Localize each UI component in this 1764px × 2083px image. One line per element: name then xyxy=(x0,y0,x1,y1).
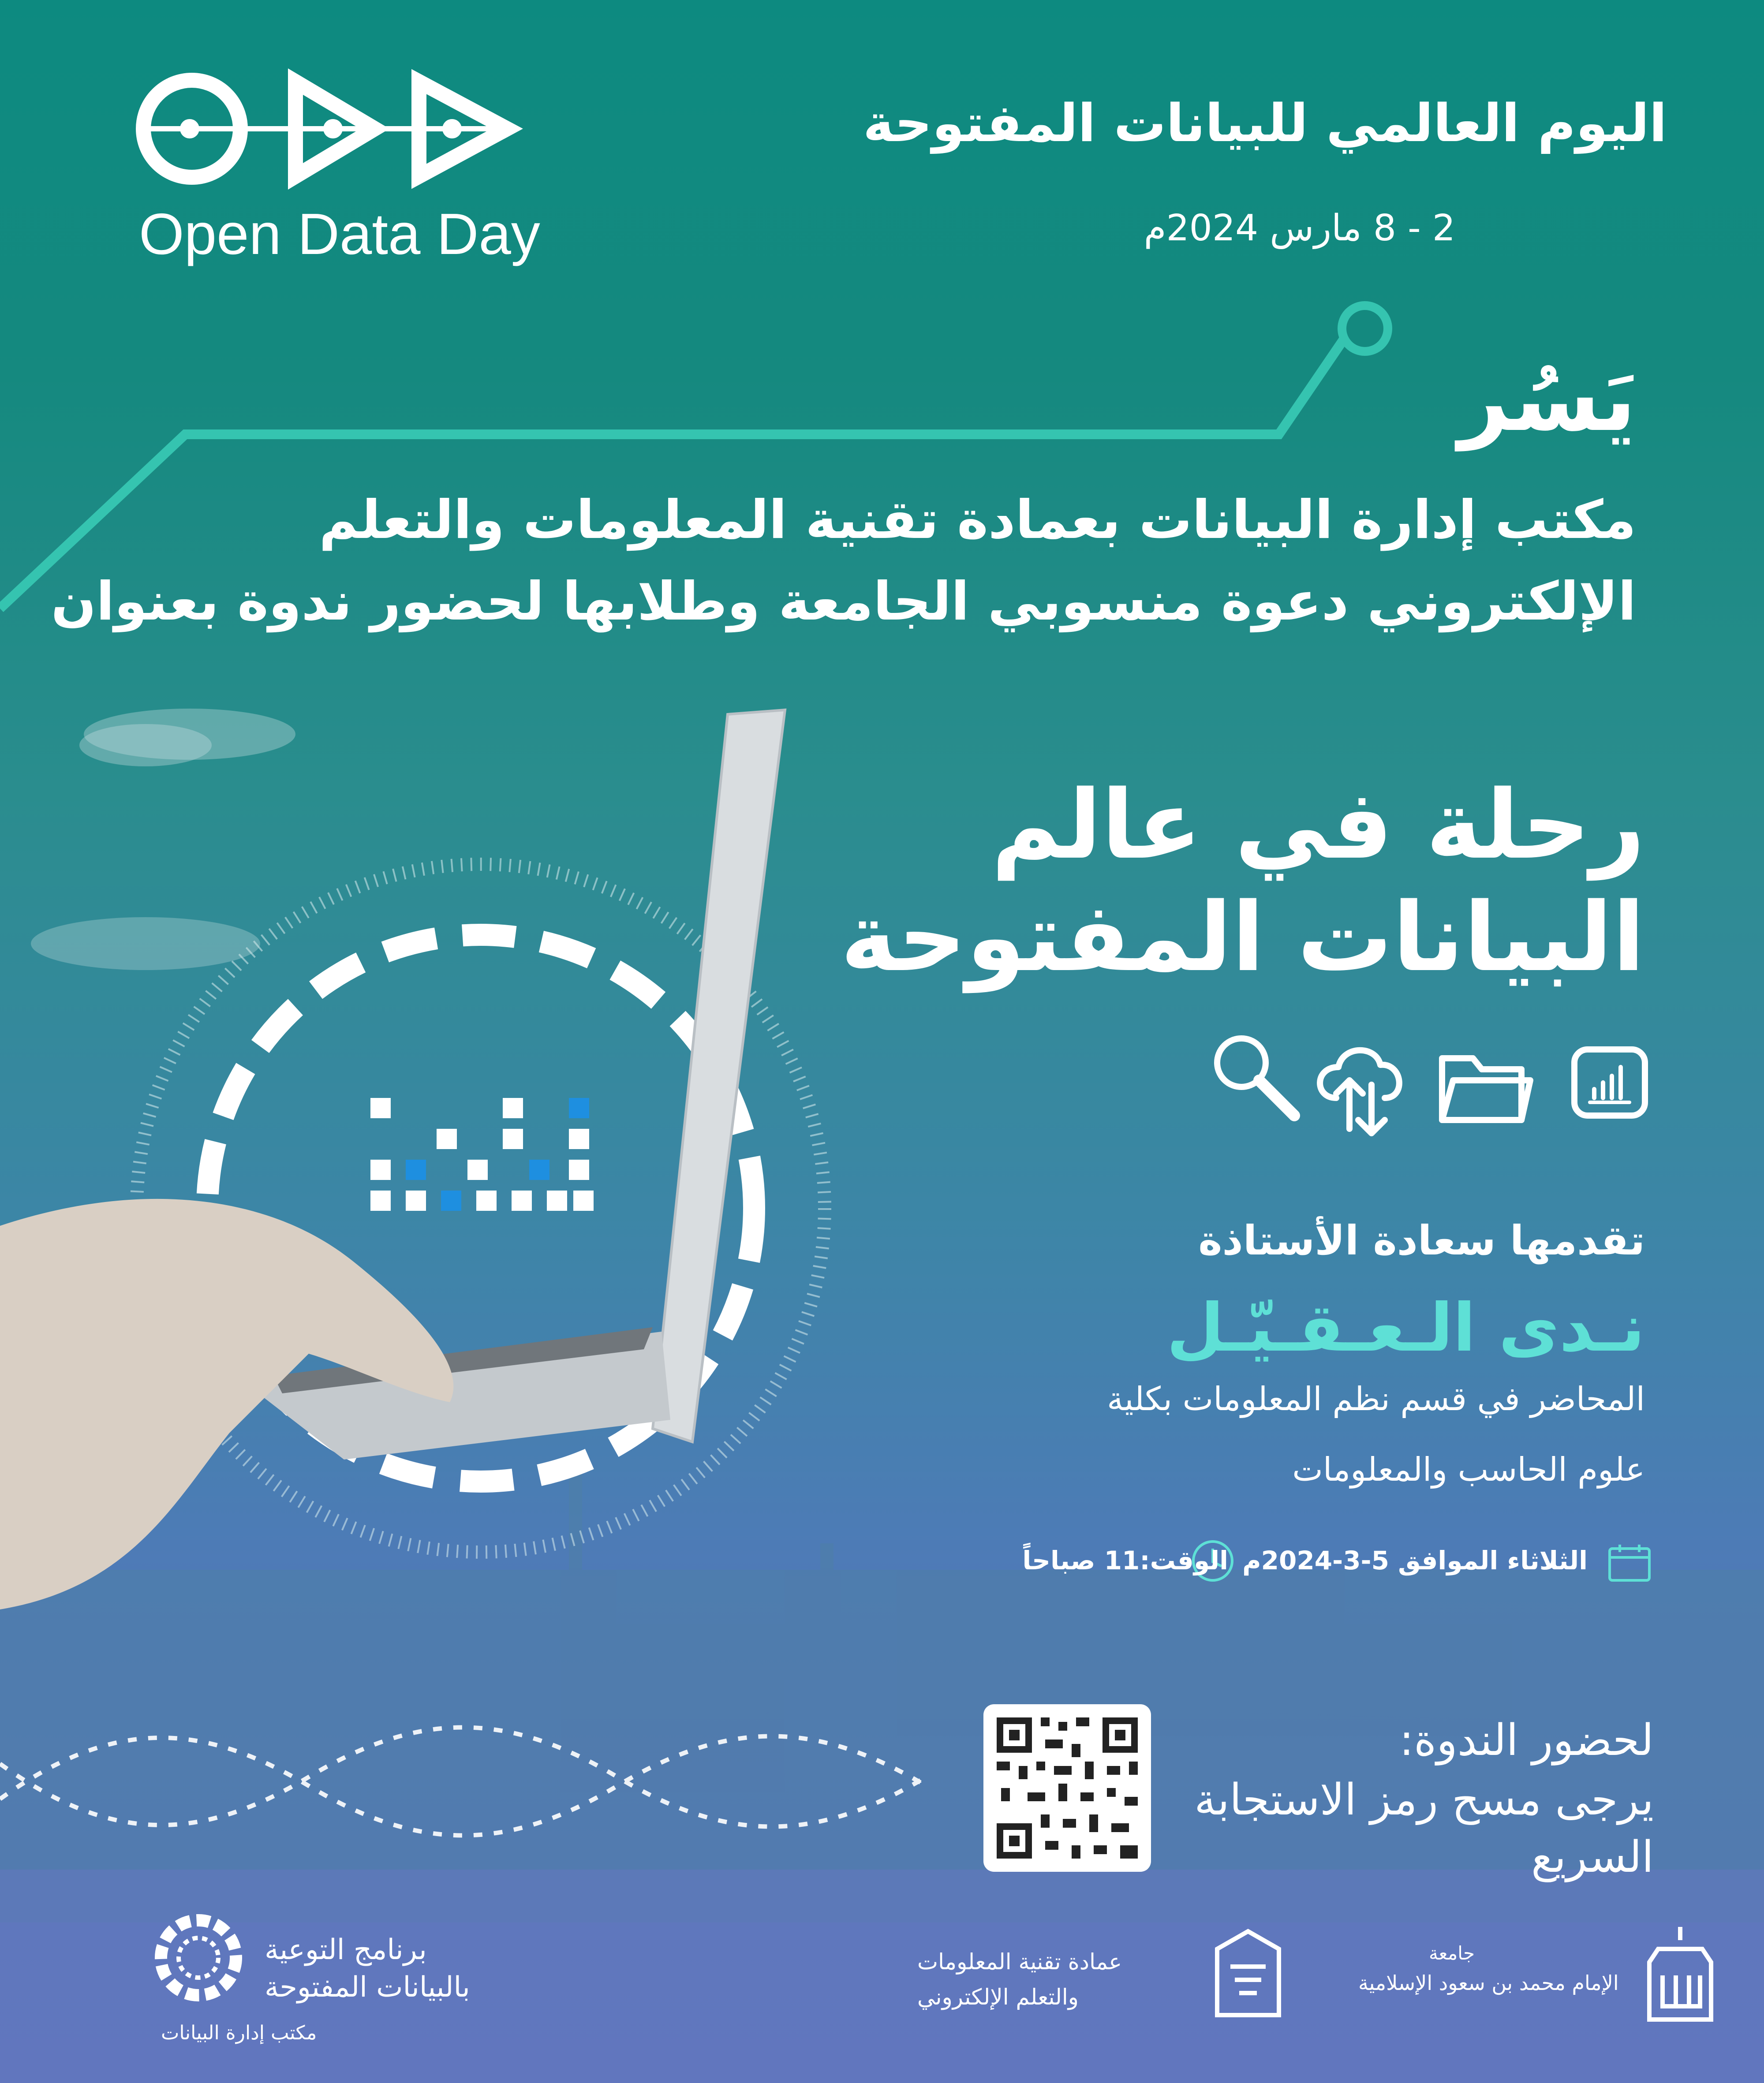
open-data-day-logo xyxy=(128,66,534,194)
deanship-name-line-1: عمادة تقنية المعلومات xyxy=(917,1949,1122,1975)
presenter-intro: تقدمها سعادة الأستاذة xyxy=(1198,1217,1645,1264)
invite-line-1: مكتب إدارة البيانات بعمادة تقنية المعلومات والتعلم xyxy=(319,489,1636,551)
logo-text: Open Data Day xyxy=(139,202,540,266)
attend-line-1: لحضور الندوة: xyxy=(1399,1715,1654,1766)
speaker-name: نـدى الـعـقـيّـل xyxy=(1166,1290,1645,1366)
attend-line-3: السريع xyxy=(1531,1832,1654,1882)
yasur-heading: يَسُر xyxy=(1458,348,1636,451)
university-name: الإمام محمد بن سعود الإسلامية xyxy=(1358,1971,1619,1995)
bar-chart-icon xyxy=(1574,1049,1645,1116)
awareness-program-logo xyxy=(150,1909,247,2006)
search-icon xyxy=(1217,1038,1294,1116)
university-logo xyxy=(1641,1922,1720,2028)
laptop-illustration xyxy=(0,706,926,1631)
data-office-label: مكتب إدارة البيانات xyxy=(161,2022,317,2044)
pixel-pattern xyxy=(370,1098,594,1211)
event-time: الوقت:11 صباحاً xyxy=(1022,1545,1228,1575)
event-date: الثلاثاء الموافق 5-3-2024م xyxy=(1242,1545,1588,1575)
invite-line-2: الإلكتروني دعوة منسوبي الجامعة وطلابها لحضور ندوة بعنوان xyxy=(51,571,1636,632)
deanship-logo xyxy=(1208,1927,1288,2024)
folder-icon xyxy=(1442,1058,1530,1120)
page-title: اليوم العالمي للبيانات المفتوحة xyxy=(863,93,1667,153)
attend-line-2: يرجى مسح رمز الاستجابة xyxy=(1194,1775,1654,1825)
cloud-upload-download-icon xyxy=(1320,1050,1399,1133)
speaker-role-line-1: المحاضر في قسم نظم المعلومات بكلية xyxy=(1107,1380,1645,1418)
qr-code[interactable] xyxy=(983,1704,1151,1872)
deanship-name-line-2: والتعلم الإلكتروني xyxy=(917,1984,1079,2010)
calendar-icon xyxy=(1607,1543,1652,1583)
speaker-role-line-2: علوم الحاسب والمعلومات xyxy=(1292,1451,1645,1489)
event-title-line-2: البيانات المفتوحة xyxy=(840,882,1645,993)
event-title-line-1: رحلة في عالم xyxy=(991,769,1645,880)
university-label: جامعة xyxy=(1429,1942,1475,1964)
feature-icons xyxy=(1213,1032,1654,1146)
circuit-line xyxy=(0,306,1388,608)
program-name-line-1: برنامج التوعية xyxy=(265,1934,427,1966)
program-name-line-2: بالبيانات المفتوحة xyxy=(265,1971,470,2004)
date-range: 2 - 8 مارس 2024م xyxy=(1144,207,1455,249)
qr-code-pattern xyxy=(983,1704,1151,1872)
